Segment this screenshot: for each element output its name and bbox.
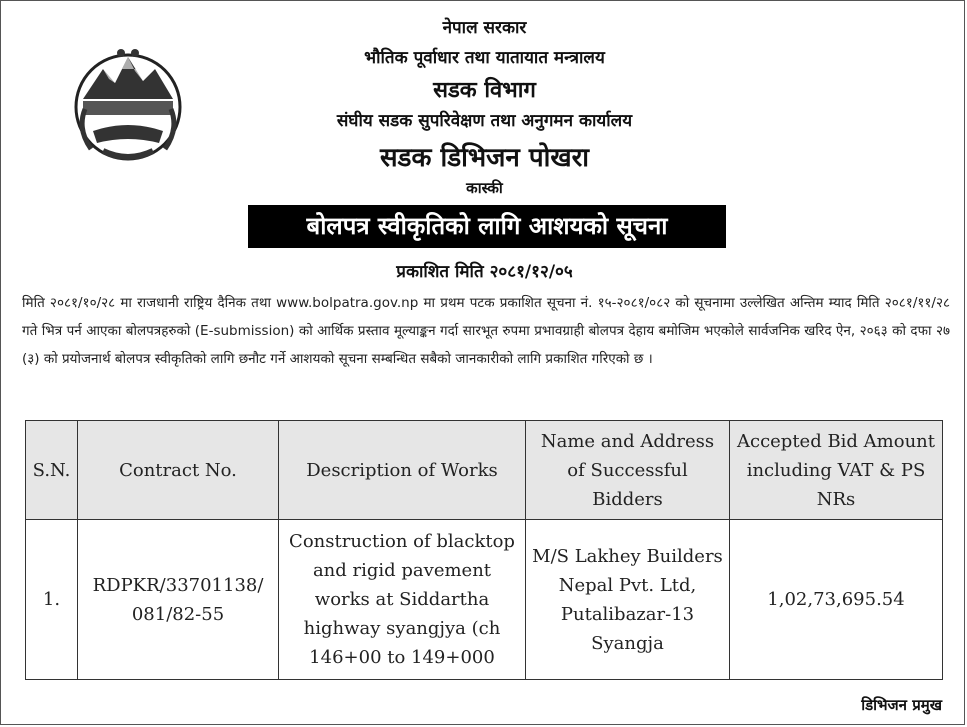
signatory-title: डिभिजन प्रमुख: [861, 696, 942, 714]
header-bidder: Name and Address of Successful Bidders: [526, 421, 730, 520]
cell-amount: 1,02,73,695.54: [730, 520, 943, 680]
notice-body: मिति २०८१/१०/२८ मा राजधानी राष्ट्रिय दैनिक तथा www.bolpatra.gov.np मा प्रथम पटक प्रकाशित सूचना नं. १५-२०८१/०८२ को सूचनामा उल्लेखित अन्तिम म्याद मिति २०८१/११/२८ गते भित्र पर्न आएका बोलपत्रहरुको (E-submission) को आर्थिक प्रस्ताव मूल्याङ्कन गर्दा सारभूत रुपमा प्रभावग्राही बोलपत्र देहाय बमोजिम भएकोले सार्वजनिक खरिद ऐन, २०६३ को दफा २७ (३) को प्रयोजनार्थ बोलपत्र स्वीकृतिको लागि छनौट गर्ने आशयको सूचना सम्बन्धित सबैको जानकारीको लागि प्रकाशित गरिएको छ ।: [22, 295, 950, 367]
cell-bidder: M/S Lakhey Builders Nepal Pvt. Ltd, Putalibazar-13 Syangja: [526, 520, 730, 680]
header-line-division: सडक डिभिजन पोखरा: [379, 143, 590, 173]
bid-table: [25, 420, 943, 680]
header-contract-no: Contract No.: [78, 421, 279, 520]
table-row: [26, 520, 943, 680]
table-header-row: [26, 421, 943, 520]
header-description: Description of Works: [279, 421, 526, 520]
notice-title-banner: बोलपत्र स्वीकृतिको लागि आशयको सूचना: [248, 205, 726, 248]
header-sn: S.N.: [26, 421, 78, 520]
header-amount: Accepted Bid Amount including VAT & PS NRs: [730, 421, 943, 520]
header-line-department: सडक विभाग: [433, 78, 536, 103]
header-line-government: नेपाल सरकार: [442, 18, 527, 38]
cell-sn: 1.: [26, 520, 78, 680]
published-date: प्रकाशित मिति २०८१/१२/०५: [396, 262, 573, 282]
cell-description: Construction of blacktop and rigid pavement works at Siddartha highway syangjya (ch 146+00 to 149+000: [279, 520, 526, 680]
cell-contract-no: RDPKR/33701138/ 081/82-55: [78, 520, 279, 680]
header-line-ministry: भौतिक पूर्वाधार तथा यातायात मन्त्रालय: [364, 48, 605, 68]
header-line-district: कास्की: [466, 179, 503, 197]
header-line-office: संघीय सडक सुपरिवेक्षण तथा अनुगमन कार्यालय: [336, 111, 633, 131]
